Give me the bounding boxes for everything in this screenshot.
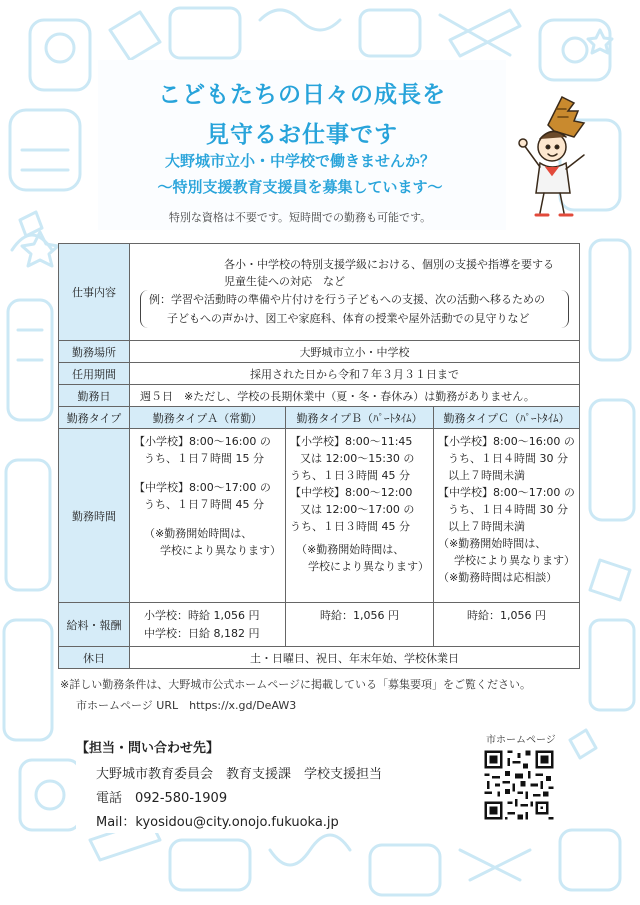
hours-a-line: うち、１日７時間 15 分 (144, 452, 264, 465)
pay-label: 給料・報酬 (59, 603, 130, 647)
workdays-label: 勤務日 (59, 385, 130, 407)
subtitle-line-1: 大野城市立小・中学校で働きませんか？ (164, 152, 435, 170)
pay-type-b: 時給：1,056 円 (286, 603, 434, 647)
workdays-value: 週５日 ※ただし、学校の長期休業中（夏・冬・春休み）は勤務がありません。 (130, 385, 580, 407)
type-a-header: 勤務タイプＡ（常勤） (130, 407, 286, 429)
term-value: 採用された日から令和７年３月３１日まで (130, 363, 580, 385)
holiday-value: 土・日曜日、祝日、年末年始、学校休業日 (130, 647, 580, 669)
contact-email[interactable]: Mail：kyosidou@city.onojo.fukuoka.jp (96, 815, 339, 830)
hours-c-line: うち、１日４時間 30 分 (448, 503, 568, 516)
duty-cell (130, 244, 580, 341)
hours-a-line: うち、１日７時間 45 分 (144, 498, 264, 511)
duty-example-1: 例：学習や活動時の準備や片付けを行う子どもへの支援、次の活動へ移るための (149, 293, 545, 306)
pay-type-c: 時給：1,056 円 (434, 603, 580, 647)
duty-line-2: 児童生徒への対応 など (224, 275, 345, 288)
hours-c-line: （※勤務開始時間は、 (438, 537, 547, 550)
type-b-header: 勤務タイプＢ（ﾊﾟｰﾄﾀｲﾑ） (286, 407, 434, 429)
pay-a-line-2: 中学校：日給 8,182 円 (144, 626, 260, 640)
title-line-1: こどもたちの日々の成長を (158, 82, 446, 108)
qr-label: 市ホームページ (486, 735, 556, 746)
subtitle-line-2: ～特別支援教育支援員を募集しています～ (157, 178, 443, 196)
duty-example-2: 子どもへの声かけ、図工や家庭科、体育の授業や屋外活動での見守りなど (167, 312, 530, 325)
duty-line-1: 各小・中学校の特別支援学級における、個別の支援や指導を要する (224, 258, 554, 271)
type-c-header: 勤務タイプＣ（ﾊﾟｰﾄﾀｲﾑ） (434, 407, 580, 429)
hours-c-line: （※勤務時間は応相談） (438, 571, 558, 584)
duty-example-bracket (140, 290, 569, 328)
worktype-label: 勤務タイプ (59, 407, 130, 429)
hours-c-line: うち、１日４時間 30 分 (448, 452, 568, 465)
hours-c-line: 【小学校】8:00～16:00 の (438, 435, 575, 448)
hours-c-line: 以上７時間未満 (448, 520, 525, 533)
pay-type-a (130, 603, 286, 647)
hours-a-line: 学校により異なります） (160, 544, 281, 557)
hours-a-line: （※勤務開始時間は、 (144, 527, 253, 540)
term-label: 任用期間 (59, 363, 130, 385)
hours-b-line: 又は 12:00～17:00 の (300, 503, 415, 516)
pay-a-line-1: 小学校：時給 1,056 円 (144, 608, 260, 622)
qualification-note: 特別な資格は不要です。短時間での勤務も可能です。 (168, 211, 432, 224)
location-value: 大野城市立小・中学校 (130, 341, 580, 363)
homepage-url[interactable]: 市ホームページ URL https://x.gd/DeAW3 (76, 699, 297, 712)
hours-c-line: 以上７時間未満 (448, 469, 525, 482)
duty-label: 仕事内容 (59, 244, 130, 341)
hours-c-line: 【中学校】8:00～17:00 の (438, 486, 575, 499)
location-label: 勤務場所 (59, 341, 130, 363)
hours-b-line: うち、１日３時間 45 分 (290, 469, 410, 482)
contact-phone[interactable]: 電話 092-580-1909 (96, 791, 228, 806)
hours-a-line: 【中学校】8:00～17:00 の (134, 481, 271, 494)
mascot-character (510, 95, 600, 225)
hours-b-line: うち、１日３時間 45 分 (290, 520, 410, 533)
title-line-2: 見守るお仕事です (206, 122, 398, 148)
contact-department: 大野城市教育委員会 教育支援課 学校支援担当 (96, 767, 383, 782)
hours-type-a (130, 429, 286, 603)
hours-b-line: 又は 12:00～15:30 の (300, 452, 415, 465)
holiday-label: 休日 (59, 647, 130, 669)
hours-c-line: 学校により異なります） (454, 554, 575, 567)
contact-title: 【担当・問い合わせ先】 (76, 741, 220, 756)
details-note: ※詳しい勤務条件は、大野城市公式ホームページに掲載している「募集要項」をご覧ください。 (60, 678, 531, 691)
hours-type-c (434, 429, 580, 603)
qr-code[interactable] (482, 748, 556, 822)
hours-a-line: 【小学校】8:00～16:00 の (134, 435, 271, 448)
hours-b-line: 学校により異なります） (308, 560, 429, 573)
hours-label: 勤務時間 (59, 429, 130, 603)
hours-type-b (286, 429, 434, 603)
job-details-table (58, 243, 580, 669)
hours-b-line: 【小学校】8:00～11:45 (290, 435, 413, 448)
hours-b-line: （※勤務開始時間は、 (296, 543, 405, 556)
hours-b-line: 【中学校】8:00～12:00 (290, 486, 413, 499)
